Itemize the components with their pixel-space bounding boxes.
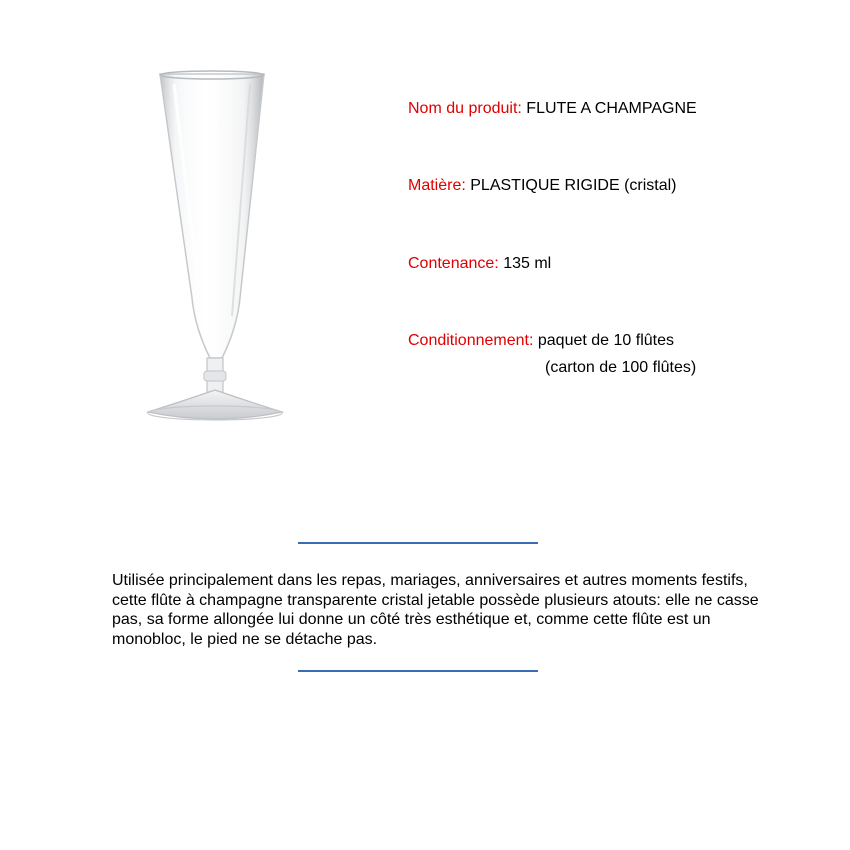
material-label: Matière: xyxy=(408,177,466,194)
capacity-value: 135 ml xyxy=(503,255,552,272)
packaging-value: paquet de 10 flûtes xyxy=(537,332,674,349)
divider-bottom xyxy=(298,670,538,672)
divider-top xyxy=(298,542,538,544)
product-description: Utilisée principalement dans les repas, mariages, anniversaires et autres moments festifs, cette flûte à champagne transparente cristal jetable possède plusieurs atouts: elle ne casse pas, sa forme allongée lui donne un côté très esthétique et, comme cette flûte est un monobloc, le pied ne se détache pas. xyxy=(112,572,759,648)
material-value: PLASTIQUE RIGIDE (cristal) xyxy=(470,177,677,194)
packaging-carton-note: (carton de 100 flûtes) xyxy=(545,359,697,376)
champagne-flute-image xyxy=(140,66,290,432)
packaging-label: Conditionnement: xyxy=(408,332,534,349)
spec-capacity xyxy=(408,254,551,274)
spec-packaging xyxy=(408,331,674,351)
capacity-label: Contenance: xyxy=(408,255,499,272)
product-name-label: Nom du produit: xyxy=(408,100,522,117)
spec-product-name xyxy=(408,99,697,119)
spec-material xyxy=(408,176,677,196)
product-name-value: FLUTE A CHAMPAGNE xyxy=(526,100,697,117)
